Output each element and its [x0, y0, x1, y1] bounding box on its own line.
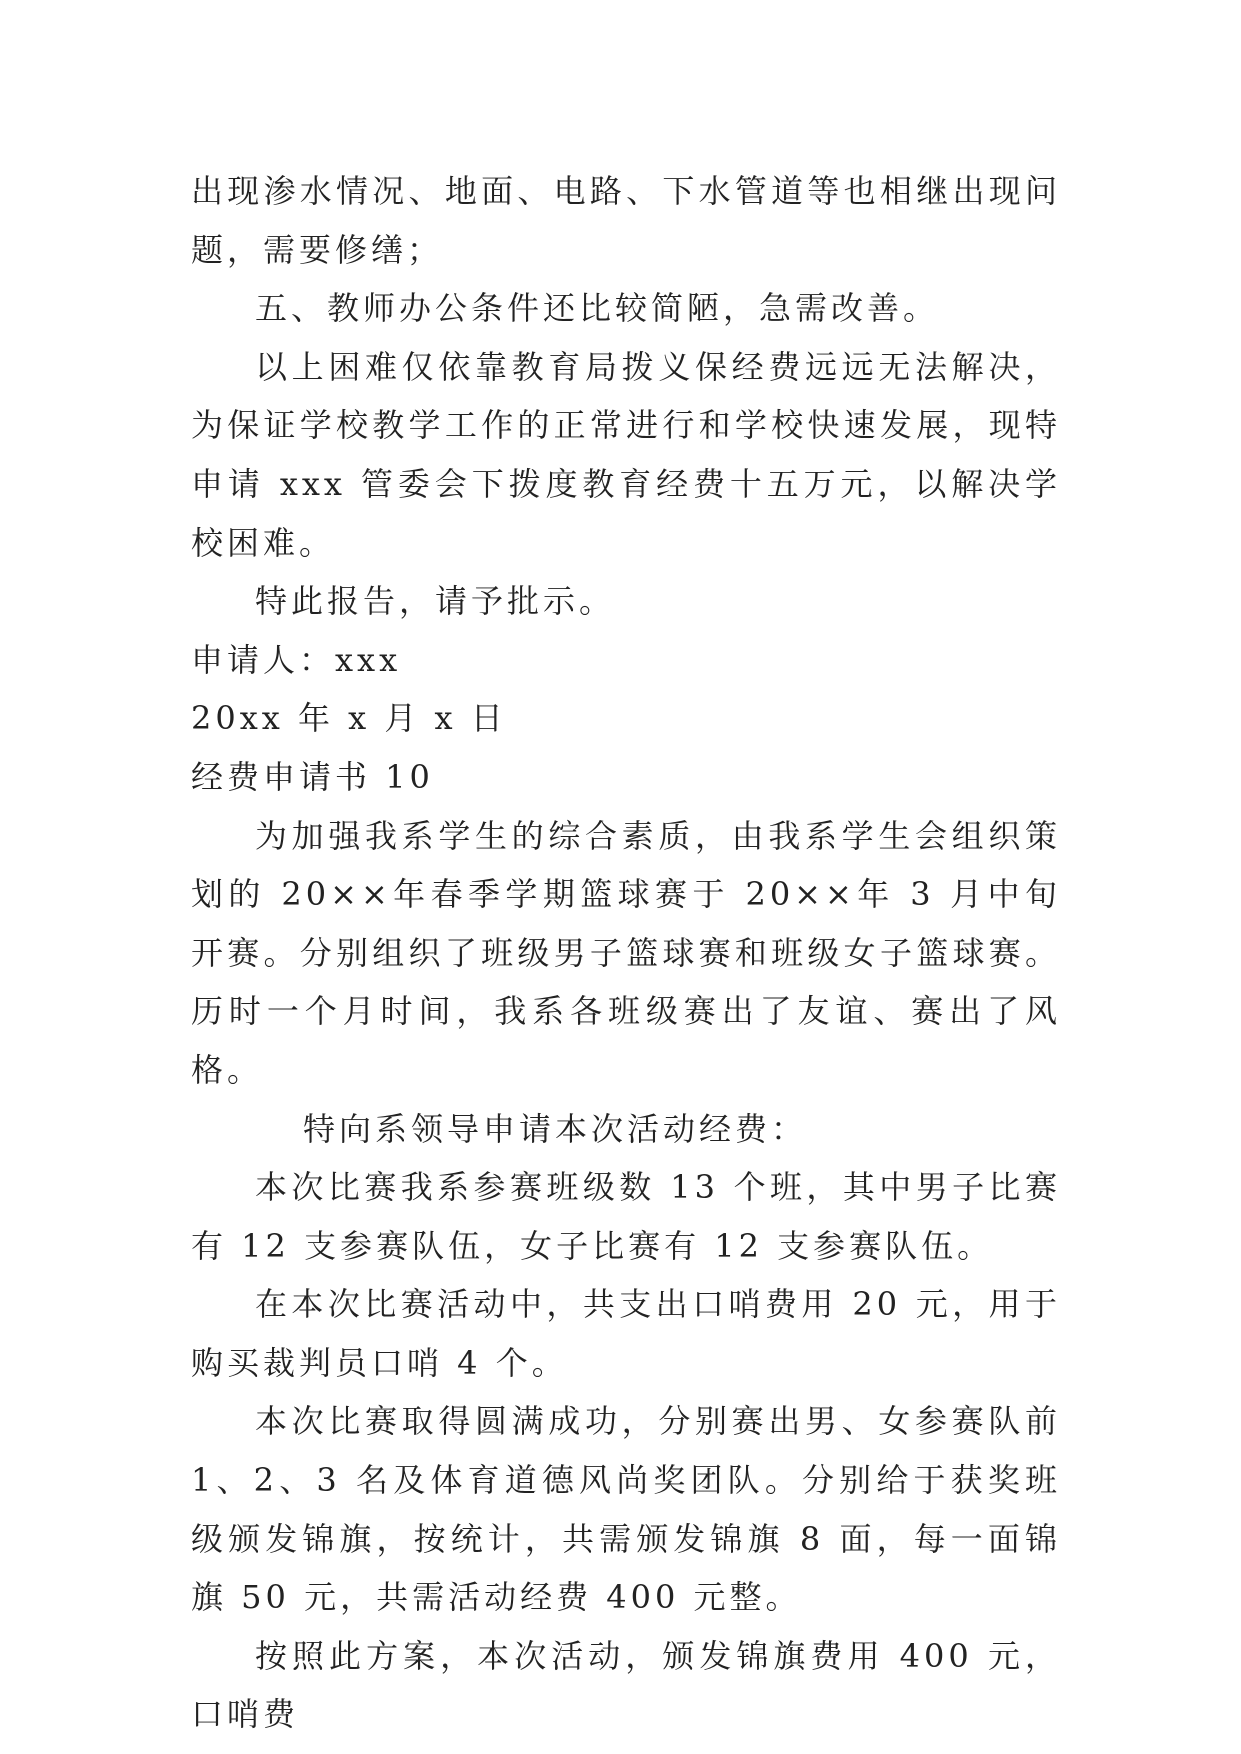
paragraph: 出现渗水情况、地面、电路、下水管道等也相继出现问题，需要修缮； — [191, 172, 1061, 269]
paragraph: 本次比赛取得圆满成功，分别赛出男、女参赛队前 1、2、3 名及体育道德风尚奖团队。分别给于获奖班级颁发锦旗，按统计，共需颁发锦旗 8 面，每一面锦旗 50 元，共需活动经费 400 元整。 — [191, 1402, 1061, 1617]
section-title: 经费申请书 10 — [191, 757, 434, 796]
paragraph: 本次比赛我系参赛班级数 13 个班，其中男子比赛有 12 支参赛队伍，女子比赛有 12 支参赛队伍。 — [191, 1168, 1061, 1265]
date-line: 20xx 年 x 月 x 日 — [191, 699, 507, 738]
paragraph: 特向系领导申请本次活动经费： — [303, 1109, 808, 1148]
applicant-line: 申请人：xxx — [191, 640, 402, 679]
paragraph: 为加强我系学生的综合素质，由我系学生会组织策划的 20××年春季学期篮球赛于 20××年 3 月中旬开赛。分别组织了班级男子篮球赛和班级女子篮球赛。历时一个月时间，我系各班级赛出了友谊、赛出了风格。 — [191, 816, 1061, 1089]
paragraph: 以上困难仅依靠教育局拨义保经费远远无法解决，为保证学校教学工作的正常进行和学校快速发展，现特申请 xxx 管委会下拨度教育经费十五万元，以解决学校困难。 — [191, 347, 1061, 562]
paragraph: 五、教师办公条件还比较简陋，急需改善。 — [255, 289, 940, 328]
paragraph: 按照此方案，本次活动，颁发锦旗费用 400 元，口哨费 — [191, 1636, 1061, 1734]
paragraph: 特此报告，请予批示。 — [255, 582, 616, 621]
document-body — [191, 162, 1061, 1744]
paragraph: 在本次比赛活动中，共支出口哨费用 20 元，用于购买裁判员口哨 4 个。 — [191, 1285, 1061, 1382]
